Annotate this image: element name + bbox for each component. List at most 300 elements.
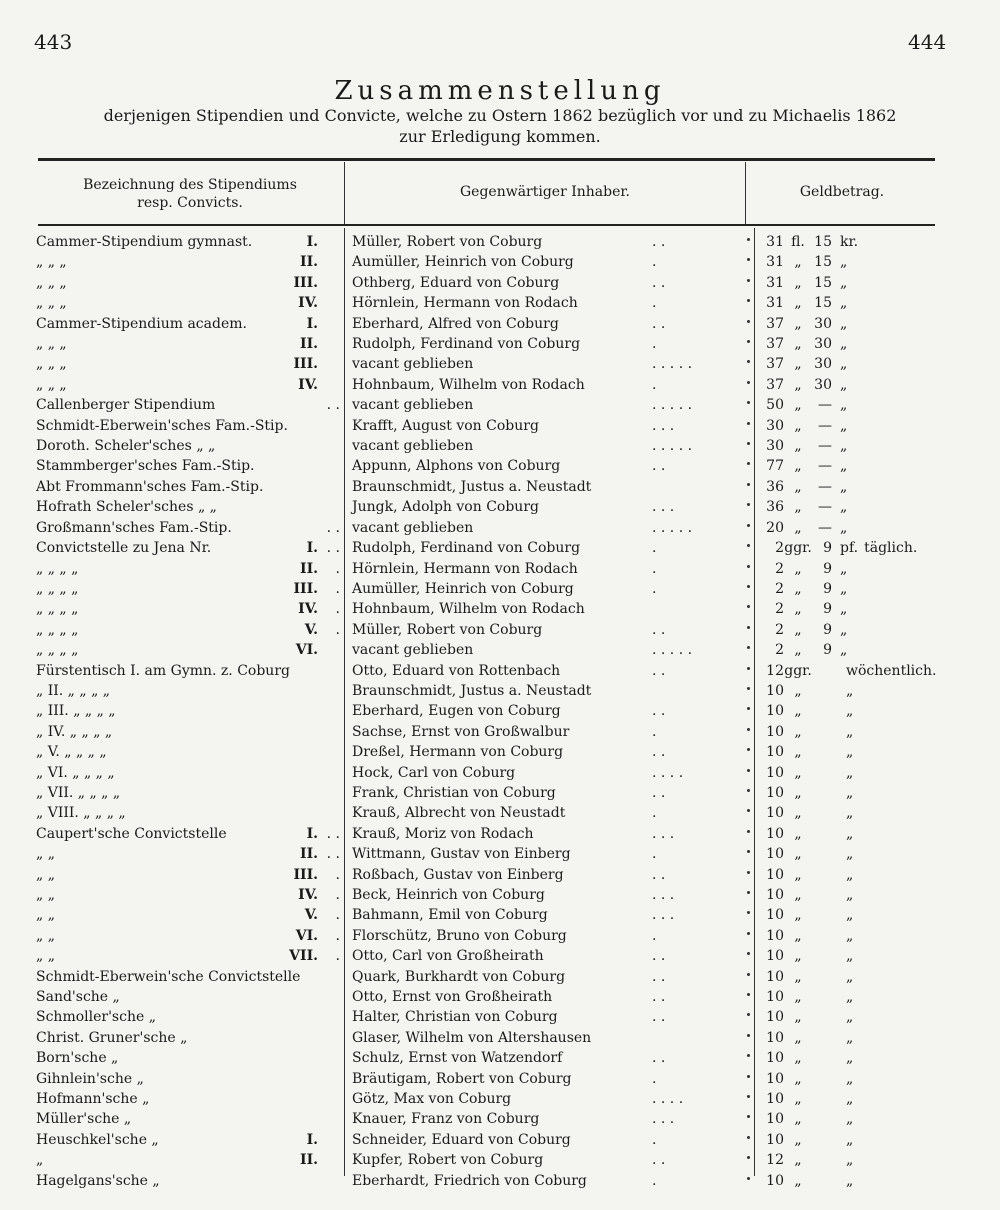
holder-cell bbox=[352, 722, 732, 742]
table-row bbox=[0, 946, 1000, 966]
table-row bbox=[0, 865, 1000, 885]
stipend-number: IV. bbox=[298, 887, 318, 903]
table-row bbox=[0, 354, 1000, 374]
amount-minor-unit: „ bbox=[840, 478, 848, 495]
header-stipend-line1: Bezeichnung des Stipendiums bbox=[83, 177, 297, 193]
amount-minor-unit: kr. bbox=[840, 234, 859, 250]
amount-major-unit: „ bbox=[794, 1152, 802, 1169]
leader-dots: . . bbox=[652, 968, 666, 985]
leader-dots: . . . bbox=[652, 499, 675, 516]
amount-cell bbox=[762, 314, 982, 334]
amount-minor-unit: „ bbox=[840, 315, 848, 332]
holder-name: Aumüller, Heinrich von Coburg bbox=[352, 580, 574, 597]
row-bullet bbox=[747, 360, 750, 363]
amount-major: 2 bbox=[775, 560, 784, 577]
leader-dots: . . . bbox=[652, 887, 675, 903]
leader-dots: . . bbox=[652, 1050, 666, 1067]
amount-cell bbox=[762, 844, 982, 864]
holder-cell bbox=[352, 497, 732, 517]
leader-dots: . bbox=[335, 927, 340, 944]
amount-note: „ bbox=[846, 968, 854, 985]
holder-cell bbox=[352, 681, 732, 701]
amount-major: 37 bbox=[766, 336, 784, 353]
amount-note: „ bbox=[846, 907, 854, 924]
amount-major-unit: „ bbox=[794, 315, 802, 332]
table-row bbox=[0, 640, 1000, 660]
amount-cell bbox=[762, 987, 982, 1007]
row-bullet bbox=[747, 789, 750, 792]
holder-cell bbox=[352, 518, 732, 538]
holder-name: Eberhard, Eugen von Coburg bbox=[352, 703, 561, 720]
table-row bbox=[0, 314, 1000, 334]
leader-dots: . bbox=[652, 540, 657, 557]
amount-major-unit: „ bbox=[794, 601, 802, 618]
holder-name: Bräutigam, Robert von Coburg bbox=[352, 1070, 572, 1087]
holder-name: Knauer, Franz von Coburg bbox=[352, 1111, 540, 1128]
holder-cell bbox=[352, 620, 732, 640]
holder-cell bbox=[352, 334, 732, 354]
row-bullet bbox=[747, 422, 750, 425]
stipend-label: „ „ bbox=[36, 927, 55, 944]
stipend-label: Born'sche „ bbox=[36, 1050, 119, 1067]
table-row bbox=[0, 681, 1000, 701]
stipend-label: Stammberger'sches Fam.-Stip. bbox=[36, 458, 255, 475]
leader-dots: . bbox=[652, 336, 657, 353]
holder-cell bbox=[352, 926, 732, 946]
row-bullet bbox=[747, 605, 750, 608]
table-row bbox=[0, 1150, 1000, 1170]
amount-major-unit: „ bbox=[794, 1111, 802, 1128]
amount-minor: 15 bbox=[814, 234, 832, 250]
holder-name: Schulz, Ernst von Watzendorf bbox=[352, 1050, 563, 1067]
amount-note: „ bbox=[846, 948, 854, 965]
amount-cell bbox=[762, 436, 982, 456]
amount-note: „ bbox=[846, 989, 854, 1006]
amount-cell bbox=[762, 1028, 982, 1048]
leader-dots: . . bbox=[652, 989, 666, 1006]
amount-major-unit: „ bbox=[794, 519, 802, 536]
amount-major-unit: ggr. bbox=[784, 540, 812, 557]
amount-major-unit: „ bbox=[794, 499, 802, 516]
row-bullet bbox=[747, 401, 750, 404]
leader-dots: . bbox=[652, 254, 657, 271]
leader-dots: . . bbox=[652, 458, 666, 475]
amount-major: 37 bbox=[766, 376, 784, 393]
holder-name: Otto, Carl von Großheirath bbox=[352, 948, 544, 965]
holder-cell bbox=[352, 477, 732, 497]
page-subtitle-line1: derjenigen Stipendien und Convicte, welche zu Ostern 1862 bezüglich vor und zu Michaelis 1862 bbox=[103, 106, 897, 125]
table-row bbox=[0, 661, 1000, 681]
table-row bbox=[0, 620, 1000, 640]
holder-name: vacant geblieben bbox=[352, 519, 474, 536]
stipend-number: I. bbox=[306, 540, 318, 557]
amount-major: 10 bbox=[766, 1172, 784, 1189]
holder-name: Krafft, August von Coburg bbox=[352, 417, 539, 434]
holder-cell bbox=[352, 456, 732, 476]
amount-note: „ bbox=[846, 723, 854, 740]
holder-name: Müller, Robert von Coburg bbox=[352, 621, 543, 638]
row-bullet bbox=[747, 646, 750, 649]
stipend-label: Großmann'sches Fam.-Stip. bbox=[36, 519, 232, 536]
amount-cell bbox=[762, 1171, 982, 1191]
amount-major: 10 bbox=[766, 744, 784, 761]
stipend-label: Cammer-Stipendium gymnast. bbox=[36, 234, 253, 250]
holder-cell bbox=[352, 661, 732, 681]
leader-dots: . bbox=[652, 560, 657, 577]
amount-major: 31 bbox=[766, 234, 784, 250]
leader-dots: . . bbox=[326, 397, 340, 414]
stipend-number: VI. bbox=[295, 642, 318, 659]
amount-cell bbox=[762, 742, 982, 762]
holder-name: Halter, Christian von Coburg bbox=[352, 1009, 558, 1026]
stipend-label: „ „ „ bbox=[36, 336, 67, 353]
stipend-label: Christ. Gruner'sche „ bbox=[36, 1029, 188, 1046]
amount-cell bbox=[762, 1007, 982, 1027]
amount-minor-unit: pf. bbox=[840, 540, 859, 557]
row-bullet bbox=[747, 1156, 750, 1159]
amount-major: 36 bbox=[766, 499, 784, 516]
stipend-label: Caupert'sche Convictstelle bbox=[36, 825, 227, 842]
stipend-label: „ „ „ „ bbox=[36, 642, 79, 659]
stipend-label: „ „ „ „ bbox=[36, 580, 79, 597]
page-number-left: 443 bbox=[34, 30, 73, 54]
amount-major-unit: „ bbox=[794, 927, 802, 944]
amount-major: 36 bbox=[766, 478, 784, 495]
amount-cell bbox=[762, 885, 982, 905]
table-row bbox=[0, 1048, 1000, 1068]
holder-cell bbox=[352, 293, 732, 313]
table-row bbox=[0, 967, 1000, 987]
amount-major-unit: „ bbox=[794, 438, 802, 455]
holder-cell bbox=[352, 599, 732, 619]
amount-minor: — bbox=[818, 478, 832, 495]
amount-major: 50 bbox=[766, 397, 784, 414]
amount-note: „ bbox=[846, 1091, 854, 1108]
holder-name: Kupfer, Robert von Coburg bbox=[352, 1152, 544, 1169]
amount-cell bbox=[762, 620, 982, 640]
amount-major-unit: „ bbox=[794, 254, 802, 271]
holder-name: Glaser, Wilhelm von Altershausen bbox=[352, 1029, 592, 1046]
table-row bbox=[0, 436, 1000, 456]
holder-name: Rudolph, Ferdinand von Coburg bbox=[352, 540, 581, 557]
amount-minor: 9 bbox=[823, 621, 832, 638]
holder-name: vacant geblieben bbox=[352, 642, 474, 659]
stipend-number: IV. bbox=[298, 601, 318, 618]
holder-cell bbox=[352, 416, 732, 436]
table-row bbox=[0, 1089, 1000, 1109]
amount-major: 10 bbox=[766, 825, 784, 842]
table-row bbox=[0, 722, 1000, 742]
amount-cell bbox=[762, 681, 982, 701]
row-bullet bbox=[747, 707, 750, 710]
amount-minor-unit: „ bbox=[840, 601, 848, 618]
amount-major: 2 bbox=[775, 540, 784, 557]
leader-dots: . . bbox=[652, 744, 666, 761]
leader-dots: . . bbox=[652, 1152, 666, 1169]
table-row bbox=[0, 334, 1000, 354]
amount-major: 10 bbox=[766, 907, 784, 924]
amount-major-unit: „ bbox=[794, 764, 802, 781]
page-number-right: 444 bbox=[908, 30, 947, 54]
leader-dots: . bbox=[335, 601, 340, 618]
stipend-label: „ VIII. „ „ „ „ bbox=[36, 805, 126, 822]
stipend-label: Doroth. Scheler'sches „ „ bbox=[36, 438, 216, 455]
amount-major: 2 bbox=[775, 621, 784, 638]
leader-dots: . bbox=[652, 295, 657, 312]
table-row bbox=[0, 844, 1000, 864]
holder-name: Braunschmidt, Justus a. Neustadt bbox=[352, 478, 592, 495]
table-row bbox=[0, 375, 1000, 395]
amount-note: „ bbox=[846, 744, 854, 761]
amount-major-unit: „ bbox=[794, 478, 802, 495]
holder-cell bbox=[352, 273, 732, 293]
row-bullet bbox=[747, 565, 750, 568]
table-row bbox=[0, 599, 1000, 619]
amount-note: „ bbox=[846, 1070, 854, 1087]
leader-dots: . . . . . bbox=[652, 397, 693, 414]
amount-minor-unit: „ bbox=[840, 274, 848, 291]
holder-cell bbox=[352, 1007, 732, 1027]
stipend-label: „ „ „ bbox=[36, 274, 67, 291]
holder-cell bbox=[352, 946, 732, 966]
amount-major: 10 bbox=[766, 764, 784, 781]
amount-cell bbox=[762, 599, 982, 619]
leader-dots: . . . . bbox=[652, 1091, 684, 1108]
leader-dots: . bbox=[335, 948, 340, 965]
amount-major: 10 bbox=[766, 805, 784, 822]
table-row bbox=[0, 1130, 1000, 1150]
header-amount: Geldbetrag. bbox=[799, 184, 885, 200]
stipend-number: II. bbox=[300, 846, 318, 863]
row-bullet bbox=[747, 993, 750, 996]
leader-dots: . bbox=[652, 927, 657, 944]
stipend-label: „ „ bbox=[36, 866, 55, 883]
holder-cell bbox=[352, 579, 732, 599]
amount-minor-unit: „ bbox=[840, 356, 848, 373]
table-row bbox=[0, 252, 1000, 272]
row-bullet bbox=[747, 973, 750, 976]
holder-name: Florschütz, Bruno von Coburg bbox=[352, 927, 567, 944]
stipend-number: VI. bbox=[295, 927, 318, 944]
stipend-label: Sand'sche „ bbox=[36, 989, 120, 1006]
amount-minor-unit: „ bbox=[840, 254, 848, 271]
leader-dots: . . . . . bbox=[652, 356, 693, 373]
amount-major-unit: „ bbox=[794, 642, 802, 659]
leader-dots: . . bbox=[652, 784, 666, 801]
amount-major: 20 bbox=[766, 519, 784, 536]
table-row bbox=[0, 803, 1000, 823]
amount-major-unit: „ bbox=[794, 948, 802, 965]
amount-cell bbox=[762, 701, 982, 721]
amount-minor: — bbox=[818, 499, 832, 516]
stipend-label: „ „ bbox=[36, 846, 55, 863]
leader-dots: . . bbox=[652, 315, 666, 332]
amount-note: „ bbox=[846, 846, 854, 863]
leader-dots: . bbox=[652, 1172, 657, 1189]
holder-name: Quark, Burkhardt von Coburg bbox=[352, 968, 566, 985]
amount-cell bbox=[762, 456, 982, 476]
amount-major: 31 bbox=[766, 254, 784, 271]
table-row bbox=[0, 701, 1000, 721]
amount-major-unit: „ bbox=[794, 458, 802, 475]
holder-name: Dreßel, Hermann von Coburg bbox=[352, 744, 564, 761]
row-bullet bbox=[747, 1013, 750, 1016]
holder-name: Hohnbaum, Wilhelm von Rodach bbox=[352, 376, 585, 393]
holder-cell bbox=[352, 803, 732, 823]
amount-cell bbox=[762, 354, 982, 374]
holder-cell bbox=[352, 967, 732, 987]
row-bullet bbox=[747, 687, 750, 690]
amount-cell bbox=[762, 559, 982, 579]
column-divider-2 bbox=[745, 162, 746, 224]
amount-note: „ bbox=[846, 703, 854, 720]
amount-minor-unit: „ bbox=[840, 621, 848, 638]
amount-major-unit: „ bbox=[794, 1029, 802, 1046]
holder-name: Beck, Heinrich von Coburg bbox=[352, 887, 545, 903]
stipend-label: „ „ „ bbox=[36, 295, 67, 312]
holder-name: Müller, Robert von Coburg bbox=[352, 234, 543, 250]
row-bullet bbox=[747, 299, 750, 302]
amount-major-unit: „ bbox=[794, 989, 802, 1006]
amount-cell bbox=[762, 865, 982, 885]
row-bullet bbox=[747, 1115, 750, 1118]
stipend-label: „ III. „ „ „ „ bbox=[36, 703, 116, 720]
table-row bbox=[0, 783, 1000, 803]
header-stipend-name bbox=[40, 176, 340, 212]
amount-major: 10 bbox=[766, 1029, 784, 1046]
table-row bbox=[0, 579, 1000, 599]
amount-minor-unit: „ bbox=[840, 336, 848, 353]
amount-cell bbox=[762, 1109, 982, 1129]
header-holder: Gegenwärtiger Inhaber. bbox=[459, 184, 630, 200]
amount-note: „ bbox=[846, 805, 854, 822]
amount-major-unit: „ bbox=[794, 907, 802, 924]
table-row bbox=[0, 293, 1000, 313]
row-bullet bbox=[747, 911, 750, 914]
stipend-label: „ „ „ „ bbox=[36, 560, 79, 577]
amount-major-unit: „ bbox=[794, 560, 802, 577]
amount-major: 10 bbox=[766, 723, 784, 740]
leader-dots: . bbox=[335, 907, 340, 924]
amount-major: 2 bbox=[775, 580, 784, 597]
amount-major: 10 bbox=[766, 846, 784, 863]
amount-major: 10 bbox=[766, 927, 784, 944]
amount-cell bbox=[762, 1089, 982, 1109]
holder-cell bbox=[352, 1089, 732, 1109]
stipend-label: Fürstentisch I. am Gymn. z. Coburg bbox=[36, 662, 290, 679]
stipend-label: „ „ „ bbox=[36, 254, 67, 271]
amount-major-unit: „ bbox=[794, 805, 802, 822]
amount-note: „ bbox=[846, 1029, 854, 1046]
stipend-number: III. bbox=[293, 356, 318, 373]
leader-dots: . bbox=[335, 887, 340, 903]
holder-name: Hörnlein, Hermann von Rodach bbox=[352, 560, 578, 577]
amount-note: „ bbox=[846, 764, 854, 781]
holder-name: Hohnbaum, Wilhelm von Rodach bbox=[352, 601, 585, 618]
header-rule bbox=[38, 224, 935, 226]
stipend-number: II. bbox=[300, 1152, 318, 1169]
amount-major: 10 bbox=[766, 887, 784, 903]
amount-major-unit: „ bbox=[794, 825, 802, 842]
holder-name: Bahmann, Emil von Coburg bbox=[352, 907, 548, 924]
amount-cell bbox=[762, 926, 982, 946]
amount-cell bbox=[762, 416, 982, 436]
holder-name: Aumüller, Heinrich von Coburg bbox=[352, 254, 574, 271]
top-rule bbox=[38, 158, 935, 161]
amount-major: 10 bbox=[766, 784, 784, 801]
amount-major: 2 bbox=[775, 601, 784, 618]
amount-major-unit: „ bbox=[794, 274, 802, 291]
header-stipend-line2: resp. Convicts. bbox=[137, 195, 243, 211]
leader-dots: . . bbox=[326, 846, 340, 863]
holder-name: Roßbach, Gustav von Einberg bbox=[352, 866, 564, 883]
amount-major: 10 bbox=[766, 866, 784, 883]
row-bullet bbox=[747, 809, 750, 812]
amount-major: 12 bbox=[766, 662, 784, 679]
amount-minor-unit: „ bbox=[840, 458, 848, 475]
amount-major: 10 bbox=[766, 682, 784, 699]
row-bullet bbox=[747, 340, 750, 343]
amount-cell bbox=[762, 293, 982, 313]
holder-cell bbox=[352, 1150, 732, 1170]
amount-major-unit: ggr. bbox=[784, 662, 812, 679]
amount-cell bbox=[762, 661, 982, 681]
holder-cell bbox=[352, 1048, 732, 1068]
amount-cell bbox=[762, 232, 982, 252]
amount-major-unit: „ bbox=[794, 968, 802, 985]
table-row bbox=[0, 1007, 1000, 1027]
amount-major-unit: „ bbox=[794, 1131, 802, 1148]
holder-cell bbox=[352, 987, 732, 1007]
table-row bbox=[0, 824, 1000, 844]
stipend-label: Müller'sche „ bbox=[36, 1111, 132, 1128]
stipend-label: Heuschkel'sche „ bbox=[36, 1131, 159, 1148]
amount-major-unit: „ bbox=[794, 1172, 802, 1189]
amount-minor: 9 bbox=[823, 540, 832, 557]
amount-major: 10 bbox=[766, 1009, 784, 1026]
stipend-number: IV. bbox=[298, 295, 318, 312]
table-row bbox=[0, 477, 1000, 497]
row-bullet bbox=[747, 891, 750, 894]
amount-cell bbox=[762, 905, 982, 925]
amount-major-unit: „ bbox=[794, 417, 802, 434]
table-row bbox=[0, 885, 1000, 905]
holder-name: Otto, Eduard von Rottenbach bbox=[352, 662, 561, 679]
holder-name: Eberhard, Alfred von Coburg bbox=[352, 315, 559, 332]
amount-minor: 9 bbox=[823, 560, 832, 577]
amount-minor-unit: „ bbox=[840, 376, 848, 393]
amount-major-unit: „ bbox=[794, 295, 802, 312]
stipend-number: III. bbox=[293, 274, 318, 291]
amount-major: 37 bbox=[766, 356, 784, 373]
stipend-label: Abt Frommann'sches Fam.-Stip. bbox=[36, 478, 264, 495]
stipend-label: Schmoller'sche „ bbox=[36, 1009, 156, 1026]
row-bullet bbox=[747, 830, 750, 833]
amount-cell bbox=[762, 1130, 982, 1150]
stipend-label: Schmidt-Eberwein'sches Fam.-Stip. bbox=[36, 417, 288, 434]
leader-dots: . . . bbox=[652, 907, 675, 924]
amount-minor: 30 bbox=[814, 356, 832, 373]
amount-minor-unit: „ bbox=[840, 519, 848, 536]
amount-major: 10 bbox=[766, 1050, 784, 1067]
amount-minor-unit: „ bbox=[840, 580, 848, 597]
amount-major: 10 bbox=[766, 1131, 784, 1148]
amount-cell bbox=[762, 395, 982, 415]
amount-cell bbox=[762, 375, 982, 395]
amount-cell bbox=[762, 518, 982, 538]
amount-cell bbox=[762, 1048, 982, 1068]
amount-minor: — bbox=[818, 417, 832, 434]
